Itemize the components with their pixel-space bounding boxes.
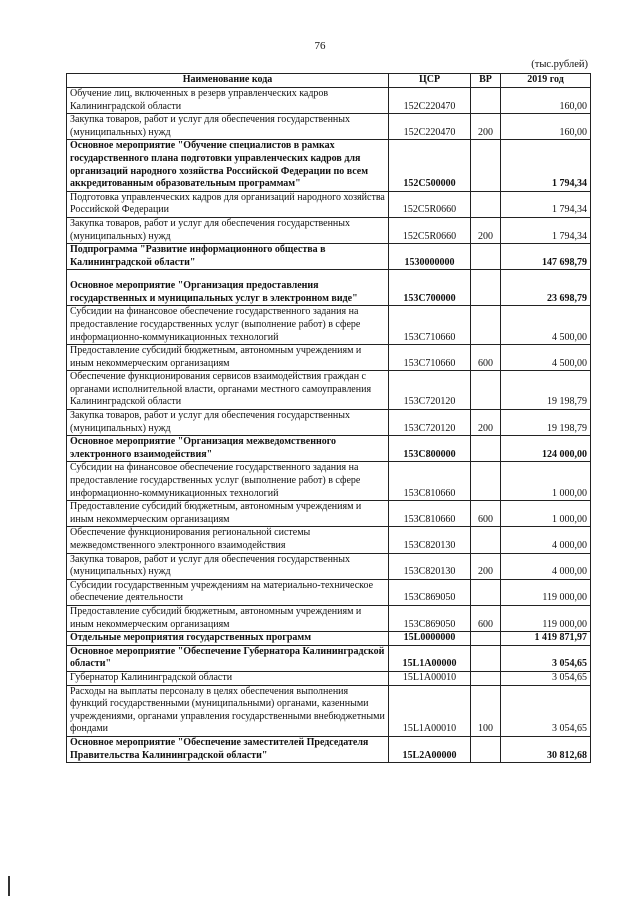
row-amount: 1 419 871,97: [501, 632, 591, 646]
row-amount: 4 000,00: [501, 553, 591, 579]
budget-table: [66, 73, 591, 763]
table-row: [67, 436, 591, 462]
row-vr: 200: [471, 114, 501, 140]
table-row: [67, 270, 591, 306]
header-name: Наименование кода: [67, 74, 389, 88]
row-name: Обучение лиц, включенных в резерв управленческих кадров Калининградской области: [67, 88, 389, 114]
row-vr: [471, 88, 501, 114]
table-row: [67, 462, 591, 501]
row-vr: [471, 270, 501, 306]
row-csr: 153C869050: [389, 605, 471, 631]
margin-mark: [8, 876, 12, 896]
row-amount: 160,00: [501, 88, 591, 114]
row-vr: [471, 436, 501, 462]
row-amount: 3 054,65: [501, 685, 591, 736]
table-row: [67, 140, 591, 191]
row-csr: 153C720120: [389, 371, 471, 410]
table-row: [67, 605, 591, 631]
row-name: Подготовка управленческих кадров для организаций народного хозяйства Российской Федерации: [67, 191, 389, 217]
row-amount: 30 812,68: [501, 736, 591, 762]
table-row: [67, 410, 591, 436]
row-csr: 153C820130: [389, 527, 471, 553]
row-csr: 15L2A00000: [389, 736, 471, 762]
row-name: Предоставление субсидий бюджетным, автономным учреждениям и иным некоммерческим организациям: [67, 345, 389, 371]
row-vr: [471, 579, 501, 605]
table-row: [67, 736, 591, 762]
row-name: Закупка товаров, работ и услуг для обеспечения государственных (муниципальных) нужд: [67, 114, 389, 140]
row-csr: 153C810660: [389, 462, 471, 501]
row-csr: 15L0000000: [389, 632, 471, 646]
table-row: [67, 371, 591, 410]
row-vr: [471, 371, 501, 410]
row-csr: 153C720120: [389, 410, 471, 436]
table-row: [67, 88, 591, 114]
row-vr: [471, 527, 501, 553]
table-row: [67, 217, 591, 243]
row-vr: 600: [471, 345, 501, 371]
row-name: Субсидии на финансовое обеспечение государственного задания на предоставление государственных услуг (выполнение работ) в сфере информационно-коммуникационных технологий: [67, 306, 389, 345]
row-csr: 153C710660: [389, 306, 471, 345]
row-name: Закупка товаров, работ и услуг для обеспечения государственных (муниципальных) нужд: [67, 553, 389, 579]
row-amount: 19 198,79: [501, 371, 591, 410]
page-number: 76: [314, 40, 326, 52]
row-name: Предоставление субсидий бюджетным, автономным учреждениям и иным некоммерческим организациям: [67, 501, 389, 527]
row-amount: 4 500,00: [501, 345, 591, 371]
row-csr: 152C220470: [389, 114, 471, 140]
row-amount: 3 054,65: [501, 645, 591, 671]
row-vr: 100: [471, 685, 501, 736]
row-amount: 119 000,00: [501, 579, 591, 605]
table-row: [67, 345, 591, 371]
row-csr: 152C5R0660: [389, 217, 471, 243]
row-csr: 15L1A00010: [389, 685, 471, 736]
row-amount: 1 794,34: [501, 191, 591, 217]
row-name: Расходы на выплаты персоналу в целях обеспечения выполнения функций государственными (муниципальными) органами, казенными учреждениями, органами управления государственными внебюджетными фондами: [67, 685, 389, 736]
row-name: Основное мероприятие "Организация предоставления государственных и муниципальных услуг в электронном виде": [67, 270, 389, 306]
table-row: [67, 191, 591, 217]
row-amount: 124 000,00: [501, 436, 591, 462]
row-amount: 4 000,00: [501, 527, 591, 553]
row-csr: 153C710660: [389, 345, 471, 371]
row-csr: 15L1A00000: [389, 645, 471, 671]
row-csr: 153C869050: [389, 579, 471, 605]
table-row: [67, 671, 591, 685]
row-name: Субсидии государственным учреждениям на материально-техническое обеспечение деятельности: [67, 579, 389, 605]
table-row: [67, 114, 591, 140]
row-name: Основное мероприятие "Обеспечение заместителей Председателя Правительства Калининградской области": [67, 736, 389, 762]
row-vr: [471, 191, 501, 217]
row-amount: 119 000,00: [501, 605, 591, 631]
row-name: Закупка товаров, работ и услуг для обеспечения государственных (муниципальных) нужд: [67, 217, 389, 243]
row-amount: 4 500,00: [501, 306, 591, 345]
row-name: Обеспечение функционирования сервисов взаимодействия граждан с органами исполнительной власти, органами местного самоуправления Калининградской области: [67, 371, 389, 410]
header-csr: ЦСР: [389, 74, 471, 88]
row-name: Субсидии на финансовое обеспечение государственного задания на предоставление государственных услуг (выполнение работ) в сфере информационно-коммуникационных технологий: [67, 462, 389, 501]
row-vr: 200: [471, 217, 501, 243]
table-row: [67, 244, 591, 270]
row-csr: 153C820130: [389, 553, 471, 579]
row-amount: 160,00: [501, 114, 591, 140]
row-vr: [471, 632, 501, 646]
table-row: [67, 579, 591, 605]
row-amount: 1 794,34: [501, 140, 591, 191]
units-note: (тыс.рублей): [531, 59, 588, 70]
row-name: Обеспечение функционирования региональной системы межведомственного электронного взаимодействия: [67, 527, 389, 553]
table-row: [67, 632, 591, 646]
row-vr: 600: [471, 605, 501, 631]
header-vr: ВР: [471, 74, 501, 88]
table-row: [67, 645, 591, 671]
row-csr: 15L1A00010: [389, 671, 471, 685]
row-vr: 200: [471, 410, 501, 436]
row-csr: 153C810660: [389, 501, 471, 527]
row-amount: 19 198,79: [501, 410, 591, 436]
row-amount: 1 000,00: [501, 501, 591, 527]
row-vr: 200: [471, 553, 501, 579]
row-vr: [471, 462, 501, 501]
row-vr: [471, 140, 501, 191]
row-amount: 147 698,79: [501, 244, 591, 270]
row-csr: 153C800000: [389, 436, 471, 462]
row-csr: 153C700000: [389, 270, 471, 306]
row-amount: 3 054,65: [501, 671, 591, 685]
row-name: Подпрограмма "Развитие информационного общества в Калининградской области": [67, 244, 389, 270]
row-name: Губернатор Калининградской области: [67, 671, 389, 685]
table-row: [67, 685, 591, 736]
table-row: [67, 501, 591, 527]
row-vr: [471, 306, 501, 345]
table-header-row: [67, 74, 591, 88]
row-amount: 23 698,79: [501, 270, 591, 306]
table-row: [67, 306, 591, 345]
row-vr: [471, 671, 501, 685]
row-csr: 152C5R0660: [389, 191, 471, 217]
row-csr: 152C500000: [389, 140, 471, 191]
row-vr: 600: [471, 501, 501, 527]
row-name: Закупка товаров, работ и услуг для обеспечения государственных (муниципальных) нужд: [67, 410, 389, 436]
row-name: Предоставление субсидий бюджетным, автономным учреждениям и иным некоммерческим организациям: [67, 605, 389, 631]
row-vr: [471, 645, 501, 671]
table-row: [67, 527, 591, 553]
row-vr: [471, 244, 501, 270]
row-name: Отдельные мероприятия государственных программ: [67, 632, 389, 646]
table-row: [67, 553, 591, 579]
header-year: 2019 год: [501, 74, 591, 88]
row-amount: 1 000,00: [501, 462, 591, 501]
row-csr: 1530000000: [389, 244, 471, 270]
row-csr: 152C220470: [389, 88, 471, 114]
row-amount: 1 794,34: [501, 217, 591, 243]
row-name: Основное мероприятие "Обеспечение Губернатора Калининградской области": [67, 645, 389, 671]
row-name: Основное мероприятие "Организация межведомственного электронного взаимодействия": [67, 436, 389, 462]
row-name: Основное мероприятие "Обучение специалистов в рамках государственного плана подготовки управленческих кадров для организаций народного хозяйства Российской Федерации по всем аккредитованным образовательным программам": [67, 140, 389, 191]
row-vr: [471, 736, 501, 762]
